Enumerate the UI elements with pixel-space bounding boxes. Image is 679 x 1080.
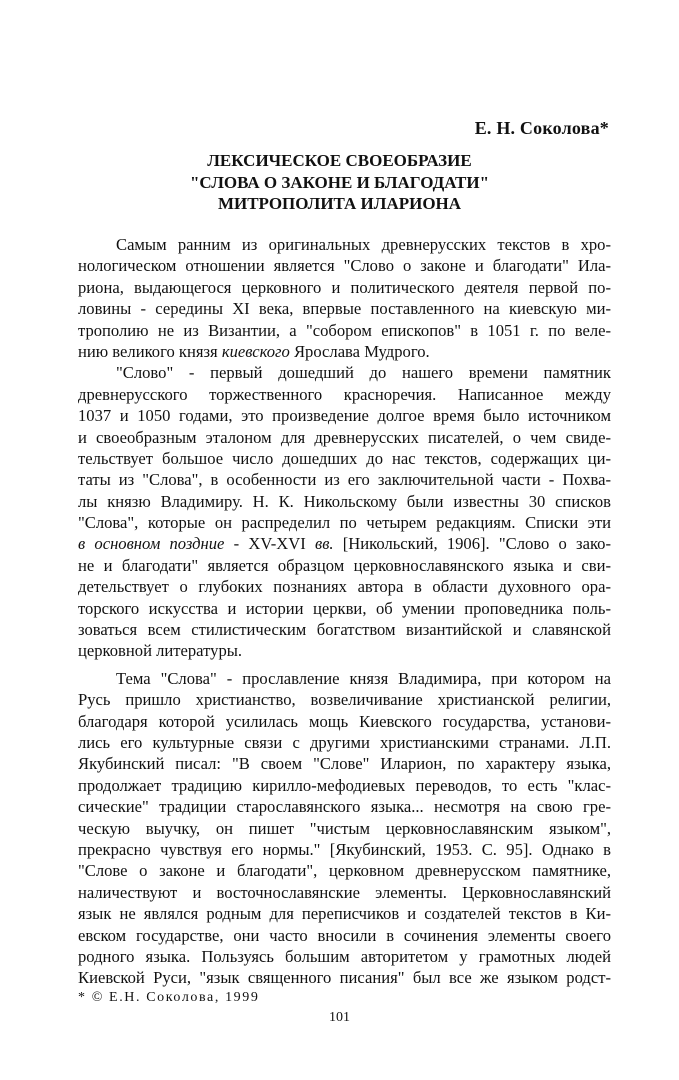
text-line: риона, выдающегося церковного и политического деятеля первой по- (78, 277, 611, 297)
text-line: лы князю Владимиру. Н. К. Никольскому были известны 30 списков (78, 491, 611, 511)
text-line: таты из "Слова", в особенности из его заключительной части - Похва- (78, 470, 611, 490)
text-line: "Слове о законе и благодати", церковном древнерусском памятнике, (78, 861, 611, 881)
text-line: Самым ранним из оригинальных древнерусских текстов в хро- (116, 235, 611, 254)
text-line: 1037 и 1050 годами, это произведение долгое время было источником (78, 406, 611, 426)
text-line: продолжает традицию кирилло-мефодиевых переводов, то есть "клас- (78, 775, 611, 795)
text-line: наличествуют и восточнославянские элементы. Церковнославянский (78, 882, 611, 902)
text-line: благодаря которой усилилась мощь Киевского государства, установи- (78, 711, 611, 731)
text-line: Тема "Слова" - прославление князя Владимира, при котором на (116, 668, 611, 688)
text-line: не и благодати" является образцом церковнославянского языка и сви- (78, 555, 611, 575)
text-line: Киевской Руси, "язык священного писания" был все же языком родст- (78, 968, 611, 988)
text-line: церковной литературы. (78, 641, 243, 661)
text-line: Якубинский писал: "В своем "Слове" Иларион, по характеру языка, (78, 754, 611, 774)
text-line: зоваться всем стилистическим богатством византийской и славянской (78, 620, 611, 640)
text-line (78, 341, 611, 362)
text-line: и своеобразным эталоном для древнерусских писателей, о чем свиде- (78, 427, 611, 447)
text-line: евском государстве, они часто вносили в сочинения элементы своего (78, 925, 611, 945)
text-line: ческую выучку, он пишет "чистым церковнославянским языком", (78, 818, 611, 838)
text-line: "Слова", которые он распределил по четырем редакциям. Списки эти (78, 513, 611, 533)
text-line: Русь пришло христианство, возвеличивание христианской религии, (78, 690, 611, 710)
text-line: нологическом отношении является "Слово о законе и благодати" Ила- (78, 256, 611, 276)
title-line: "СЛОВА О ЗАКОНЕ И БЛАГОДАТИ" (189, 172, 490, 192)
text-line (78, 533, 611, 554)
title-line: МИТРОПОЛИТА ИЛАРИОНА (217, 194, 462, 213)
text-run: Ярослава Мудрого. (289, 341, 430, 361)
text-line: "Слово" - первый дошедший до нашего времени памятник (116, 363, 611, 383)
text-line: ловины - середины XI века, впервые поставленного на киевскую ми- (78, 299, 611, 319)
text-line: родного языка. Пользуясь большим авторитетом у грамотных людей (78, 946, 611, 966)
title-line: ЛЕКСИЧЕСКОЕ СВОЕОБРАЗИЕ (207, 151, 472, 170)
text-line: тельствует большое число дошедших до нас текстов, содержащих ци- (78, 448, 611, 468)
text-line: сические" традиции старославянского языка... несмотря на свою гре- (78, 797, 611, 817)
footnote: * © Е.Н. Соколова, 1999 (78, 990, 260, 1005)
article-body (78, 234, 611, 989)
italic-text: киевского (221, 341, 290, 361)
author-name: Е. Н. Соколова* (474, 118, 609, 138)
text-line: детельствует о глубоких познаниях автора в области духовного ора- (78, 577, 611, 597)
text-line: трополию не из Византии, а "собором епископов" в 1051 г. по веле- (78, 320, 611, 340)
text-run: [Никольский, 1906]. "Слово о зако- (333, 534, 611, 554)
text-line: прекрасно чувствуя его нормы." [Якубинский, 1953. С. 95]. Однако в (78, 839, 611, 859)
italic-text: вв. (315, 534, 334, 554)
text-line: древнерусского торжественного красноречия. Написанное между (78, 384, 611, 404)
text-run: нию великого князя (78, 341, 222, 361)
text-run: - XV-XVI (224, 534, 315, 554)
article-title (0, 150, 679, 215)
text-line: язык не являлся родным для переписчиков и создателей текстов в Ки- (78, 904, 611, 924)
page-number: 101 (329, 1010, 350, 1025)
text-line: лись его культурные связи с другими христианскими странами. Л.П. (78, 732, 611, 752)
italic-text: в основном поздние (78, 534, 225, 554)
text-line: торского искусства и истории церкви, об умении проповедника поль- (78, 598, 611, 618)
